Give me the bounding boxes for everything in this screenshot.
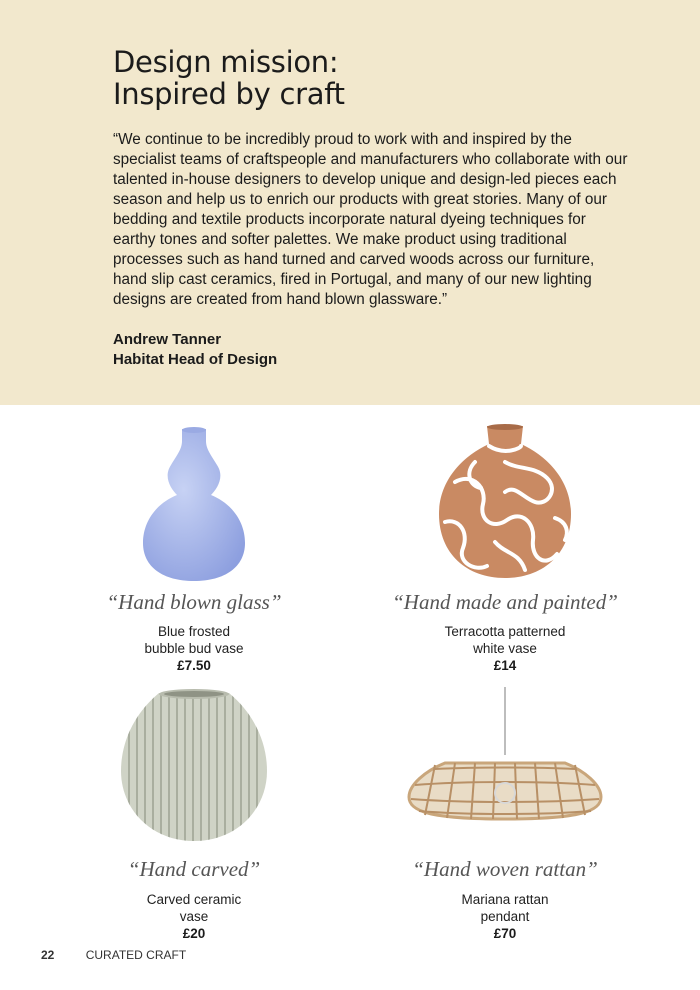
intro-panel <box>0 0 700 405</box>
product-price: £14 <box>493 658 517 673</box>
quote-author <box>113 330 277 370</box>
product-name: Carved ceramic vase <box>146 892 242 924</box>
product-card[interactable] <box>355 420 655 680</box>
product-tagline: “Hand carved” <box>127 857 261 881</box>
page-title: Design mission: Inspired by craft <box>113 45 345 111</box>
product-name: Mariana rattan pendant <box>461 892 549 924</box>
terracotta-vase-icon <box>435 422 575 582</box>
designer-quote: “We continue to be incredibly proud to work with and inspired by the specialist teams of craftspeople and manufacturers who collaborate with our talented in-house designers to develop unique and design-led pieces each season and help us to enrich our products with great stories. Many of our bedding and textile products incorporate natural dyeing techniques for earthy tones and softer palettes. We make product using traditional processes such as hand turned and carved woods across our furniture, hand slip cast ceramics, fired in Portugal, and many of our new lighting designs are created from hand blown glassware.” <box>113 131 628 308</box>
product-name: Blue frosted bubble bud vase <box>144 624 244 656</box>
product-card[interactable] <box>44 420 344 680</box>
author-name: Andrew Tanner <box>113 331 222 348</box>
author-role: Habitat Head of Design <box>113 351 278 368</box>
product-price: £70 <box>493 926 517 941</box>
page-number: 22 <box>41 948 55 962</box>
blue-bubble-vase-icon <box>139 425 249 585</box>
product-name: Terracotta patterned white vase <box>444 624 566 656</box>
section-label: CURATED CRAFT <box>85 948 187 962</box>
carved-ceramic-vase-icon <box>119 685 269 845</box>
product-card[interactable] <box>44 685 344 947</box>
rattan-pendant-icon <box>405 685 605 845</box>
product-price: £7.50 <box>177 658 211 673</box>
product-tagline: “Hand made and painted” <box>392 590 618 614</box>
product-tagline: “Hand blown glass” <box>106 590 282 614</box>
product-price: £20 <box>182 926 206 941</box>
product-tagline: “Hand woven rattan” <box>412 857 598 881</box>
product-card[interactable] <box>355 685 655 947</box>
page-footer <box>41 948 186 962</box>
